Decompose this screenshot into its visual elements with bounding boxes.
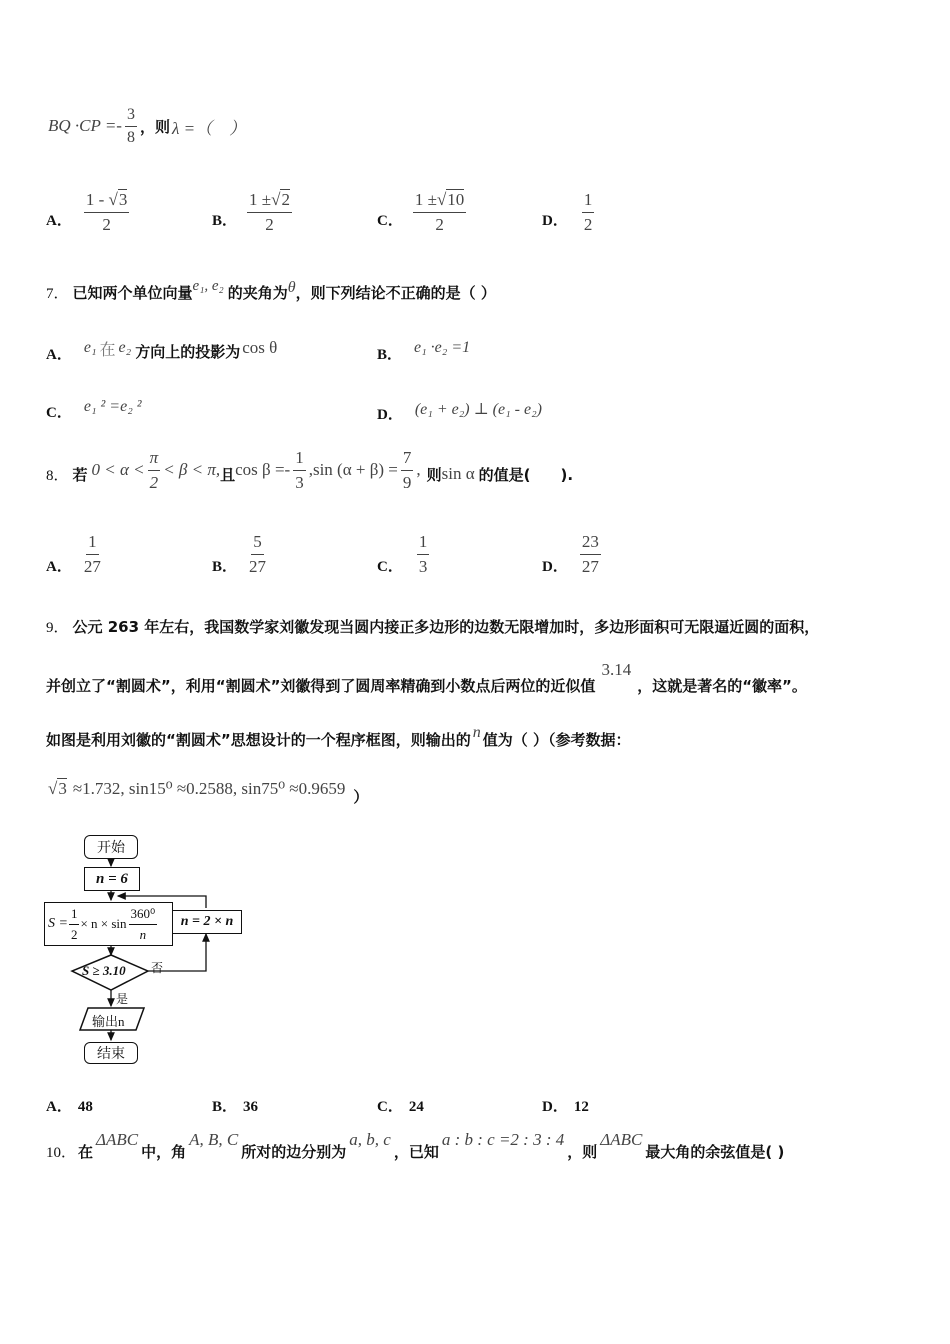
option-label: A． <box>46 558 72 575</box>
q8-sin-num: 7 <box>401 448 414 471</box>
q8-cos-fraction <box>293 448 306 493</box>
q6-fraction <box>125 106 137 147</box>
q6-then: ，则 <box>139 117 170 136</box>
q6-condition <box>48 101 246 151</box>
q8-sin-alpha: sin α <box>441 464 475 483</box>
q9-line2 <box>46 662 807 696</box>
q8-option-a <box>46 528 101 580</box>
option-label: B． <box>377 346 403 363</box>
q10-t4: ，已知 <box>393 1143 439 1161</box>
q9-ref-close: ） <box>353 787 369 806</box>
q7-option-b <box>377 334 470 362</box>
q7-text-a: 已知两个单位向量 <box>72 283 193 302</box>
q8-c-fraction <box>417 532 430 577</box>
q6-a-num-pre: 1 - <box>85 189 105 209</box>
flowchart-start <box>84 835 138 859</box>
q8-c-den: 3 <box>418 556 428 576</box>
q6-lhs: BQ ·CP =- <box>48 116 122 135</box>
q7-b-math: e₁ ·e₂ =1 <box>414 339 471 356</box>
option-label: B． <box>212 1099 238 1115</box>
q8-a-den: 27 <box>83 556 101 576</box>
q10-sides: a, b, c <box>349 1130 391 1149</box>
q9-number: 9． <box>46 619 69 636</box>
q9-option-b <box>212 1095 258 1116</box>
q6-c-radicand: 10 <box>447 189 465 209</box>
q8-cond-post: < β < π, <box>163 460 221 479</box>
q6-a-fraction: $\frac{1 - √3}{2}$ <box>85 189 128 234</box>
q9-option-d <box>542 1095 589 1116</box>
option-value: 24 <box>408 1099 424 1115</box>
q10-number: 10． <box>46 1145 77 1161</box>
q7-option-d <box>377 394 542 424</box>
option-label: D． <box>377 406 403 423</box>
q9-reference <box>48 774 368 804</box>
q8-c-num: 1 <box>417 532 430 555</box>
option-label: A． <box>46 212 72 229</box>
option-label: A． <box>46 1099 72 1115</box>
formula-lhs: S = <box>48 916 68 931</box>
q10-triangle: ΔABC <box>96 1130 139 1149</box>
flowchart-formula <box>44 902 173 946</box>
option-label: D． <box>542 212 568 229</box>
option-label: B． <box>212 212 238 229</box>
q7-a-e2: e₂ <box>118 339 132 356</box>
q7-a-zai: 在 <box>99 341 116 359</box>
q9-option-c <box>377 1095 424 1116</box>
q6-a-den: 2 <box>102 214 111 234</box>
flowchart <box>40 828 250 1068</box>
q8-d-fraction <box>580 532 601 577</box>
option-label: B． <box>212 558 238 575</box>
q8-pi-fraction <box>148 448 161 493</box>
q7-a-cos: cos θ <box>242 338 278 357</box>
update-label: n = 2 × n <box>180 914 234 929</box>
q6-c-den: 2 <box>435 214 444 234</box>
q7-theta: θ <box>287 279 296 296</box>
q7-d-math: (e₁ + e₂) ⊥ (e₁ - e₂) <box>414 401 542 418</box>
option-label: D． <box>542 1099 568 1115</box>
q6-b-den: 2 <box>265 214 274 234</box>
q7-a-text: 方向上的投影为 <box>135 342 241 361</box>
q6-frac-num: 3 <box>125 106 137 127</box>
q6-b-radicand: 2 <box>281 189 290 209</box>
q7-text-b: 的夹角为 <box>227 283 288 302</box>
q8-text-qie: 且 <box>220 465 236 484</box>
q8-sin-pre: ,sin (α + β) = <box>308 460 398 479</box>
q9-option-a <box>46 1095 93 1116</box>
q9-line3 <box>46 722 630 750</box>
q6-d-fraction <box>582 190 595 235</box>
output-label: 输出n <box>92 1014 125 1029</box>
formula-mid: × n × sin <box>80 916 127 931</box>
q6-d-num: 1 <box>582 190 595 213</box>
q8-cos-pre: cos β =- <box>235 460 291 479</box>
q10-t2: 中，角 <box>141 1143 187 1161</box>
option-label: C． <box>377 212 403 229</box>
q6-b-fraction: $\frac{1 \pm√2}{2}$ <box>249 189 290 234</box>
q7-text-c: ，则下列结论不正确的是（ ） <box>295 283 496 302</box>
q10-t5: ，则 <box>567 1143 598 1161</box>
q8-pi-num: π <box>148 448 161 471</box>
q9-line1 <box>46 614 819 638</box>
formula-angle-num: 360⁰ <box>129 906 158 925</box>
option-label: C． <box>377 1099 403 1115</box>
q6-frac-den: 8 <box>126 128 135 146</box>
q9-ref-sqrt: √3 <box>48 779 67 798</box>
option-value: 36 <box>243 1099 259 1115</box>
flowchart-update <box>172 910 242 934</box>
q8-sin-fraction <box>401 448 414 493</box>
q8-a-num: 1 <box>86 532 99 555</box>
q8-text-ze: 则 <box>426 465 442 484</box>
q8-comma: , <box>416 460 421 479</box>
q6-c-num-pre: 1 ± <box>414 189 437 209</box>
q7-option-a <box>46 334 277 362</box>
q9-line1-text: 公元 263 年左右，我国数学家刘徽发现当圆内接正多边形的边数无限增加时，多边形面积可无限逼近圆的面积， <box>72 617 820 636</box>
q10-t1: 在 <box>78 1143 94 1161</box>
q8-a-fraction <box>84 532 101 577</box>
q10-triangle-2: ΔABC <box>600 1130 643 1149</box>
q7-stem <box>46 278 496 306</box>
no-label: 否 <box>151 961 164 975</box>
q8-b-den: 27 <box>249 556 267 576</box>
formula-half <box>69 906 80 943</box>
option-label: A． <box>46 346 72 363</box>
q10-angles: A, B, C <box>189 1130 239 1149</box>
q8-b-num: 5 <box>251 532 264 555</box>
formula-angle <box>129 906 158 943</box>
q8-number: 8． <box>46 467 69 484</box>
q8-d-den: 27 <box>581 556 599 576</box>
q10-t6: 最大角的余弦值是( ) <box>645 1143 785 1161</box>
q6-lambda: λ =（ ） <box>171 118 247 138</box>
formula-angle-den: n <box>139 926 147 942</box>
q8-cos-num: 1 <box>293 448 306 471</box>
decision-label: S ≥ 3.10 <box>82 963 126 978</box>
yes-label: 是 <box>116 992 129 1006</box>
q6-option-d <box>542 186 594 238</box>
flowchart-init <box>84 867 140 891</box>
flowchart-connectors <box>40 828 250 1068</box>
formula-half-num: 1 <box>69 906 80 925</box>
q9-line2-a: 并创立了“割圆术”，利用“割圆术”刘徽得到了圆周率精确到小数点后两位的近似值 <box>46 677 596 695</box>
flowchart-end <box>84 1042 138 1064</box>
q6-d-den: 2 <box>583 214 593 234</box>
q9-ref-radicand: 3 <box>58 779 67 798</box>
q9-line3-b: 值为（ ）（参考数据： <box>482 731 631 749</box>
q6-a-radicand: 3 <box>118 189 128 209</box>
q8-d-num: 23 <box>580 532 601 555</box>
q8-sin-den: 9 <box>402 472 412 492</box>
option-label: C． <box>46 404 72 421</box>
q8-pi-den: 2 <box>149 472 159 492</box>
q9-ref-values: ≈1.732, sin15⁰ ≈0.2588, sin75⁰ ≈0.9659 <box>72 779 346 798</box>
start-label: 开始 <box>97 841 125 856</box>
q7-a-e1: e₁ <box>83 339 97 356</box>
option-value: 12 <box>573 1099 589 1115</box>
q9-line2-b: ，这就是著名的“徽率”。 <box>637 677 807 695</box>
q7-option-c <box>46 392 142 422</box>
option-label: C． <box>377 558 403 575</box>
q8-cos-den: 3 <box>295 472 304 492</box>
q7-vectors: e₁, e₂ <box>192 277 224 294</box>
q6-option-a <box>46 186 129 238</box>
q8-cond-pre: 0 < α < <box>91 460 145 479</box>
q10-t3: 所对的边分别为 <box>241 1143 347 1161</box>
q8-b-fraction <box>249 532 266 577</box>
q8-option-d <box>542 528 601 580</box>
q6-option-c <box>377 186 466 238</box>
q10-stem <box>46 1128 784 1162</box>
q10-ratio: a : b : c =2 : 3 : 4 <box>441 1130 565 1149</box>
q6-b-num-pre: 1 ± <box>249 189 272 209</box>
option-label: D． <box>542 558 568 575</box>
q9-n: n <box>472 724 481 741</box>
q9-line3-a: 如图是利用刘徽的“割圆术”思想设计的一个程序框图，则输出的 <box>46 731 471 749</box>
q8-text-ruo: 若 <box>72 465 88 484</box>
init-label: n = 6 <box>96 870 128 887</box>
q7-c-math: e₁ ² =e₂ ² <box>83 398 142 415</box>
formula-half-den: 2 <box>70 926 78 942</box>
q8-option-b <box>212 528 266 580</box>
option-value: 48 <box>77 1099 93 1115</box>
q6-option-b <box>212 186 292 238</box>
end-label: 结束 <box>97 1047 125 1062</box>
q6-c-fraction: $\frac{1 \pm√10}{2}$ <box>414 189 465 234</box>
q8-text-end: 的值是( ). <box>478 465 574 484</box>
q8-stem <box>46 444 573 496</box>
q7-number: 7． <box>46 285 69 302</box>
q8-option-c <box>377 528 429 580</box>
q9-pi-value: 3.14 <box>601 660 632 679</box>
